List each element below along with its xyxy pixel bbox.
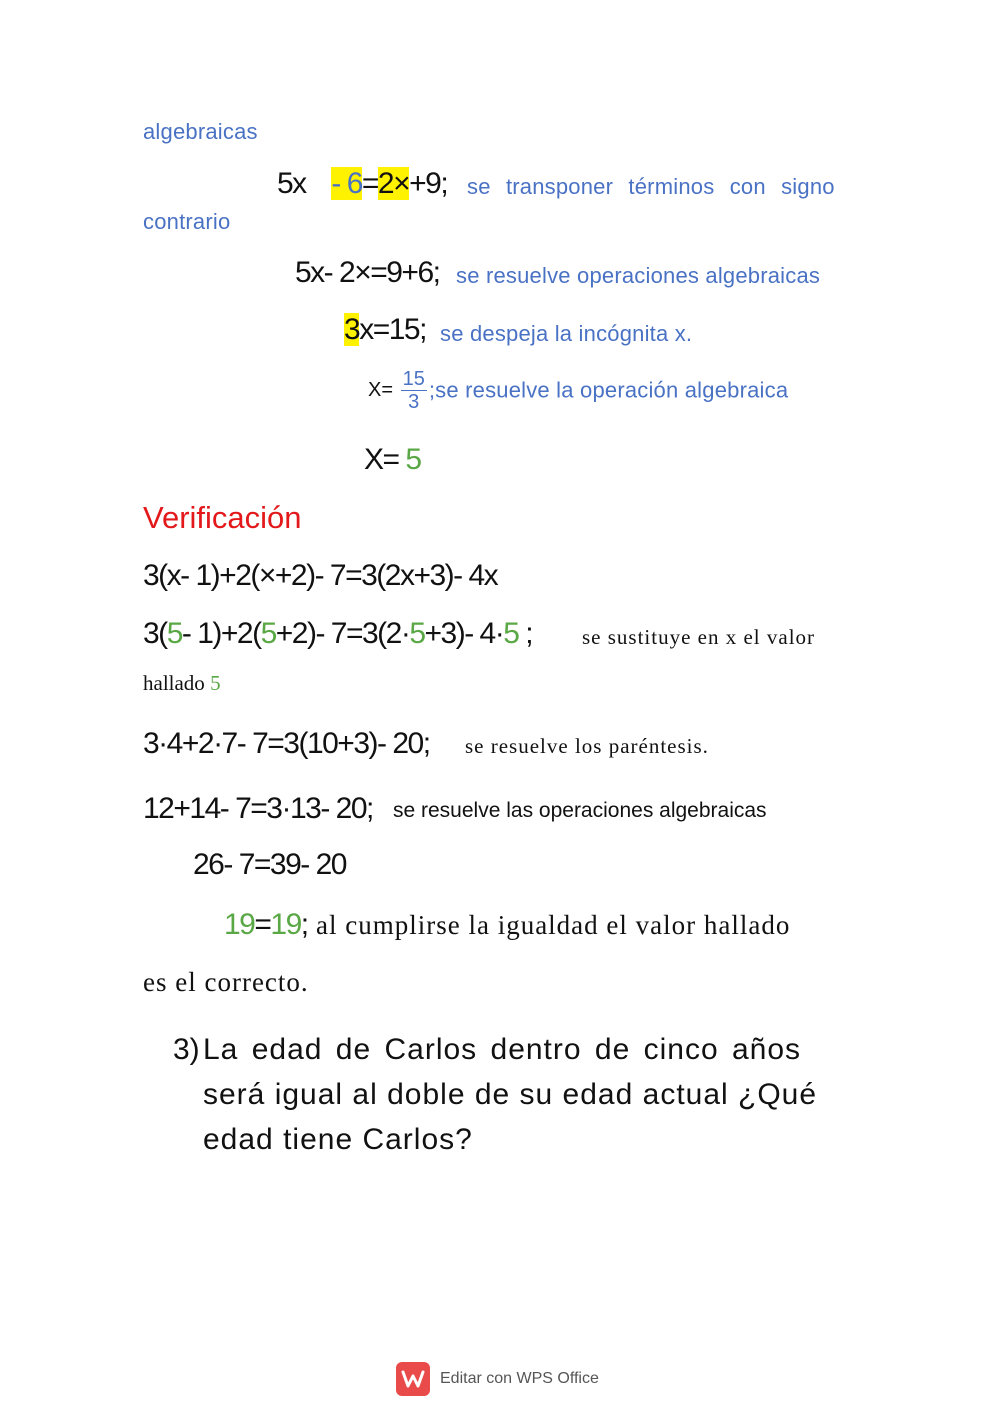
substituted-value: 5 — [409, 617, 425, 650]
eq-part: +2)- 7=3(2· — [275, 617, 410, 650]
verification-step-operations: 12+14- 7=3·13- 20; — [143, 792, 373, 825]
note-algebraicas: algebraicas — [143, 119, 258, 144]
verification-substitution — [143, 617, 532, 651]
equality-left: 19 — [224, 908, 255, 941]
result-value: 5 — [405, 443, 421, 476]
verification-step-simplified: 26- 7=39- 20 — [193, 848, 346, 881]
note-resuelve-operacion: ;se resuelve la operación algebraica — [428, 377, 789, 403]
note-hallado-text: hallado — [143, 671, 211, 695]
equality-right: 19 — [270, 908, 301, 941]
term-minus-6: - 6 — [331, 167, 362, 200]
numerator: 15 — [402, 368, 425, 390]
verification-step-parentheses: 3·4+2·7- 7=3(10+3)- 20; — [143, 727, 430, 760]
verification-equation: 3(x- 1)+2(×+2)- 7=3(2x+3)- 4x — [143, 559, 498, 592]
eq-part: 3( — [143, 617, 167, 650]
section-title-verificacion: Verificación — [143, 500, 302, 535]
term-plus-9: +9; — [409, 167, 448, 200]
coefficient-3: 3 — [344, 313, 360, 346]
equality-sign: = — [254, 908, 271, 941]
problem-number: 3) — [173, 1033, 200, 1066]
substituted-value: 5 — [503, 617, 519, 650]
note-hallado — [143, 671, 221, 696]
note-hallado-value: 5 — [210, 671, 221, 695]
eq-part: +3)- 4· — [424, 617, 504, 650]
note-contrario: contrario — [143, 209, 231, 234]
note-cumplirse: al cumplirse la igualdad el valor hallado — [316, 910, 791, 940]
equation-step-3 — [344, 313, 426, 347]
semicolon: ; — [300, 908, 308, 941]
note-resuelve-las-operaciones: se resuelve las operaciones algebraicas — [393, 799, 767, 822]
wps-logo-icon — [396, 1362, 430, 1396]
note-resuelve-parentesis: se resuelve los paréntesis. — [465, 734, 709, 758]
problem-line-1: La edad de Carlos dentro de cinco años — [203, 1033, 802, 1066]
problem-line-3: edad tiene Carlos? — [203, 1123, 473, 1156]
result-label: X= — [364, 443, 406, 476]
equation-step-1 — [277, 167, 447, 201]
term-x-equals-15: x=15; — [359, 313, 426, 346]
note-despeja: se despeja la incógnita x. — [440, 321, 693, 346]
wps-edit-label[interactable]: Editar con WPS Office — [440, 1370, 599, 1387]
note-sustituye: se sustituye en x el valor — [582, 625, 816, 649]
equation-result — [364, 443, 421, 477]
note-resuelve-operaciones: se resuelve operaciones algebraicas — [456, 263, 821, 288]
problem-line-2: será igual al doble de su edad actual ¿Qué — [203, 1078, 818, 1111]
note-correcto: es el correcto. — [143, 967, 309, 997]
substituted-value: 5 — [166, 617, 182, 650]
equals-sign: = — [361, 167, 378, 200]
term-5x: 5x — [277, 167, 306, 200]
substituted-value: 5 — [260, 617, 276, 650]
denominator: 3 — [408, 391, 420, 413]
verification-step-equality — [224, 908, 308, 942]
wps-w-glyph — [401, 1369, 425, 1389]
wps-edit-link[interactable] — [396, 1362, 599, 1396]
term-x-equals: X= — [368, 379, 394, 401]
eq-part: - 1)+2( — [181, 617, 261, 650]
equation-step-2: 5x- 2×=9+6; — [295, 256, 440, 289]
equation-step-4 — [368, 368, 788, 413]
note-transponer: se transponer términos con signo — [467, 174, 835, 199]
fraction-15-over-3 — [401, 368, 427, 413]
eq-part: ; — [518, 617, 533, 650]
term-2x: 2× — [377, 167, 410, 200]
